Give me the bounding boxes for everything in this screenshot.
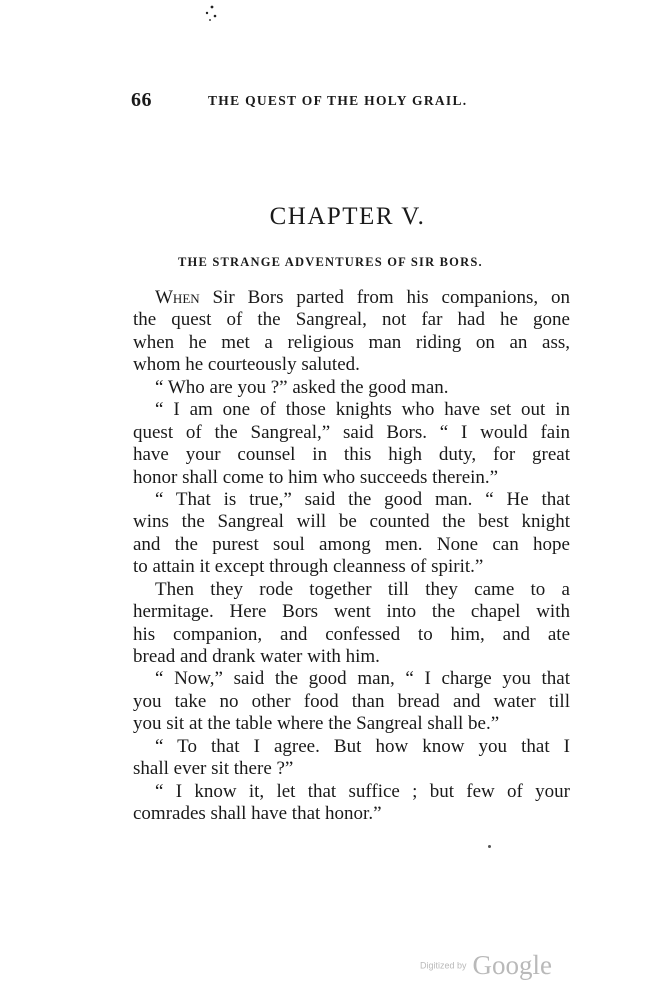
text-line-content: Sir Bors parted from his companions, on (199, 287, 570, 308)
text-line: bread and drank water with him. (133, 646, 380, 667)
text-line: “ To that I agree. But how know you that I (155, 735, 570, 757)
opening-word: When (155, 287, 200, 308)
body-text (133, 287, 570, 826)
text-line: you take no other food than bread and water till (133, 690, 570, 712)
text-line (133, 287, 570, 309)
text-line: to attain it except through cleanness of spirit.” (133, 556, 484, 578)
digitized-watermark (420, 950, 552, 981)
running-title: THE QUEST OF THE HOLY GRAIL. (208, 93, 468, 108)
text-line: whom he courteously saluted. (133, 354, 360, 376)
text-line: “ That is true,” said the good man. “ He that (155, 488, 570, 510)
text-line: when he met a religious man riding on an ass, (133, 331, 570, 353)
text-line: the quest of the Sangreal, not far had he gone (133, 309, 570, 331)
text-line: you sit at the table where the Sangreal shall be.” (133, 713, 500, 735)
text-line: “ Who are you ?” asked the good man. (155, 376, 449, 398)
chapter-subtitle: THE STRANGE ADVENTURES OF SIR BORS. (178, 255, 483, 269)
text-line: shall ever sit there ?” (133, 758, 294, 780)
text-line: wins the Sangreal will be counted the best knight (133, 511, 570, 533)
text-line: and the purest soul among men. None can hope (133, 533, 570, 555)
ink-speck (488, 845, 491, 848)
page-number: 66 (131, 89, 152, 111)
watermark-prefix: Digitized by (420, 960, 467, 971)
text-line: quest of the Sangreal,” said Bors. “ I would fain (133, 421, 570, 443)
text-line: Then they rode together till they came to a (155, 578, 570, 600)
text-line: honor shall come to him who succeeds therein.” (133, 466, 499, 488)
text-line: hermitage. Here Bors went into the chapel with (133, 601, 570, 623)
text-line: have your counsel in this high duty, for great (133, 444, 570, 466)
running-head (131, 89, 571, 113)
chapter-heading: CHAPTER V. (269, 203, 426, 230)
text-line: “ I am one of those knights who have set out in (155, 399, 570, 421)
text-line: “ I know it, let that suffice ; but few of your (155, 780, 570, 802)
text-line: comrades shall have that honor.” (133, 803, 382, 825)
ink-speck-mark (203, 4, 219, 24)
text-line: “ Now,” said the good man, “ I charge you that (155, 668, 570, 690)
google-logo: Google (472, 950, 553, 980)
text-line: his companion, and confessed to him, and ate (133, 623, 570, 645)
